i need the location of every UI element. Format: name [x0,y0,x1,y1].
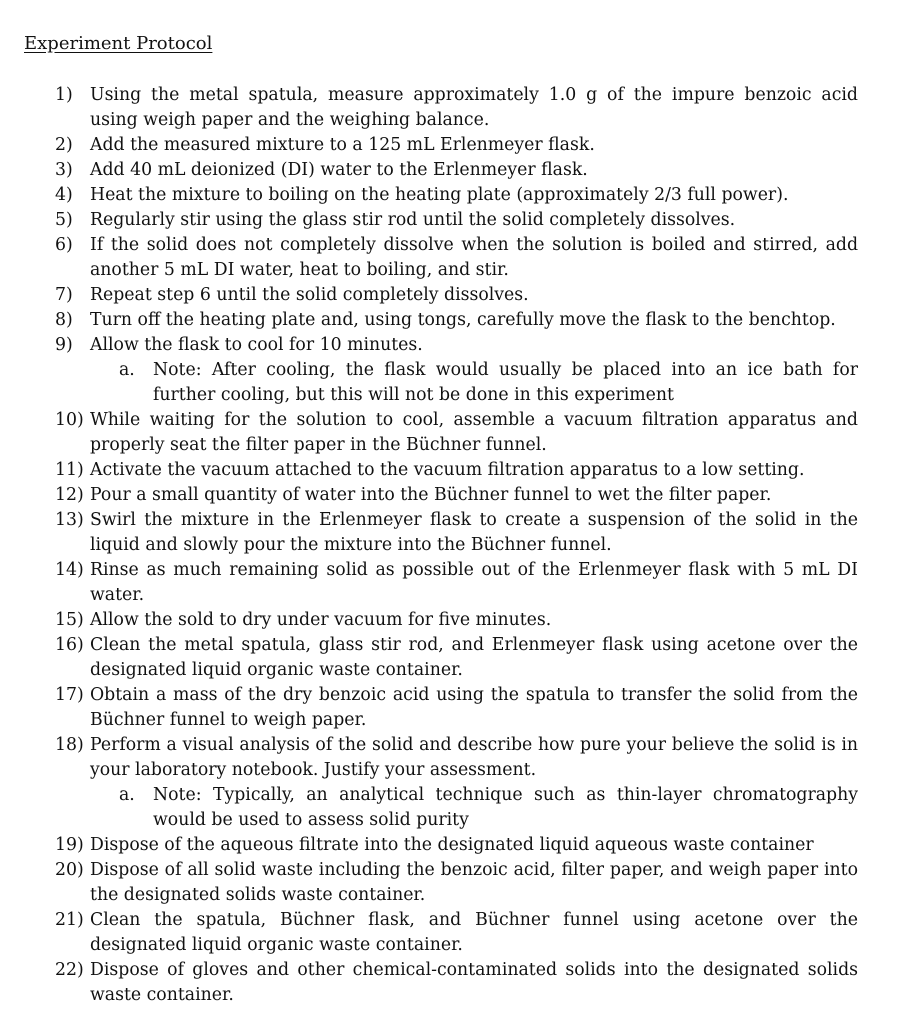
protocol-step [55,558,858,608]
substep-letter: a. [119,785,135,805]
step-number: 16) [55,635,84,655]
protocol-step [55,308,858,333]
protocol-step [55,733,858,783]
protocol-step [55,608,858,633]
step-text: Repeat step 6 until the solid completely dissolves. [90,285,529,305]
step-number: 22) [55,960,84,980]
protocol-step [55,133,858,158]
protocol-step [55,458,858,483]
protocol-step [55,508,858,558]
step-text: Dispose of all solid waste including the benzoic acid, filter paper, and weigh paper into the designated solids waste container. [90,860,858,905]
step-number: 20) [55,860,84,880]
protocol-step [55,283,858,308]
step-text: Clean the metal spatula, glass stir rod, and Erlenmeyer flask using acetone over the designated liquid organic waste container. [90,635,858,680]
protocol-substep [55,783,858,833]
step-number: 8) [55,310,73,330]
step-text: Turn off the heating plate and, using tongs, carefully move the flask to the benchtop. [90,310,836,330]
step-text: Clean the spatula, Büchner flask, and Büchner funnel using acetone over the designated liquid organic waste container. [90,910,858,955]
step-text: Activate the vacuum attached to the vacuum filtration apparatus to a low setting. [90,460,805,480]
step-number: 14) [55,560,84,580]
protocol-steps-list [55,83,858,1008]
step-text: Add the measured mixture to a 125 mL Erlenmeyer flask. [90,135,595,155]
step-number: 9) [55,335,73,355]
protocol-step [55,83,858,133]
step-number: 11) [55,460,84,480]
protocol-step [55,333,858,358]
protocol-step [55,408,858,458]
step-text: Rinse as much remaining solid as possible out of the Erlenmeyer flask with 5 mL DI water. [90,560,858,605]
step-number: 4) [55,185,73,205]
protocol-step [55,908,858,958]
step-text: Allow the sold to dry under vacuum for five minutes. [90,610,552,630]
step-text: Heat the mixture to boiling on the heating plate (approximately 2/3 full power). [90,185,789,205]
step-text: While waiting for the solution to cool, assemble a vacuum filtration apparatus and properly seat the filter paper in the Büchner funnel. [90,410,858,455]
protocol-substep [55,358,858,408]
step-number: 15) [55,610,84,630]
protocol-step [55,833,858,858]
step-text: If the solid does not completely dissolve when the solution is boiled and stirred, add another 5 mL DI water, heat to boiling, and stir. [90,235,858,280]
step-text: Dispose of the aqueous filtrate into the designated liquid aqueous waste container [90,835,814,855]
step-number: 19) [55,835,84,855]
protocol-step [55,483,858,508]
protocol-step [55,633,858,683]
protocol-step [55,183,858,208]
step-number: 5) [55,210,73,230]
step-text: Regularly stir using the glass stir rod until the solid completely dissolves. [90,210,736,230]
step-number: 10) [55,410,84,430]
step-number: 12) [55,485,84,505]
substep-letter: a. [119,360,135,380]
step-number: 21) [55,910,84,930]
step-number: 2) [55,135,73,155]
step-text: Dispose of gloves and other chemical-contaminated solids into the designated solids waste container. [90,960,858,1005]
step-text: Add 40 mL deionized (DI) water to the Erlenmeyer flask. [90,160,588,180]
protocol-step [55,958,858,1008]
step-number: 6) [55,235,73,255]
step-text: Allow the flask to cool for 10 minutes. [90,335,423,355]
protocol-step [55,683,858,733]
step-number: 1) [55,85,73,105]
step-text: Perform a visual analysis of the solid and describe how pure your believe the solid is in your laboratory notebook. Justify your assessment. [90,735,858,780]
step-number: 7) [55,285,73,305]
step-text: Pour a small quantity of water into the Büchner funnel to wet the filter paper. [90,485,772,505]
substep-text: Note: Typically, an analytical technique such as thin-layer chromatography would be used to assess solid purity [153,785,858,830]
step-number: 3) [55,160,73,180]
document-title: Experiment Protocol [24,33,213,54]
step-number: 13) [55,510,84,530]
protocol-step [55,158,858,183]
protocol-step [55,208,858,233]
step-number: 18) [55,735,84,755]
step-text: Obtain a mass of the dry benzoic acid using the spatula to transfer the solid from the Büchner funnel to weigh paper. [90,685,858,730]
step-number: 17) [55,685,84,705]
substep-text: Note: After cooling, the flask would usually be placed into an ice bath for further cooling, but this will not be done in this experiment [153,360,858,405]
protocol-step [55,233,858,283]
protocol-step [55,858,858,908]
step-text: Swirl the mixture in the Erlenmeyer flask to create a suspension of the solid in the liquid and slowly pour the mixture into the Büchner funnel. [90,510,858,555]
step-text: Using the metal spatula, measure approximately 1.0 g of the impure benzoic acid using weigh paper and the weighing balance. [90,85,858,130]
